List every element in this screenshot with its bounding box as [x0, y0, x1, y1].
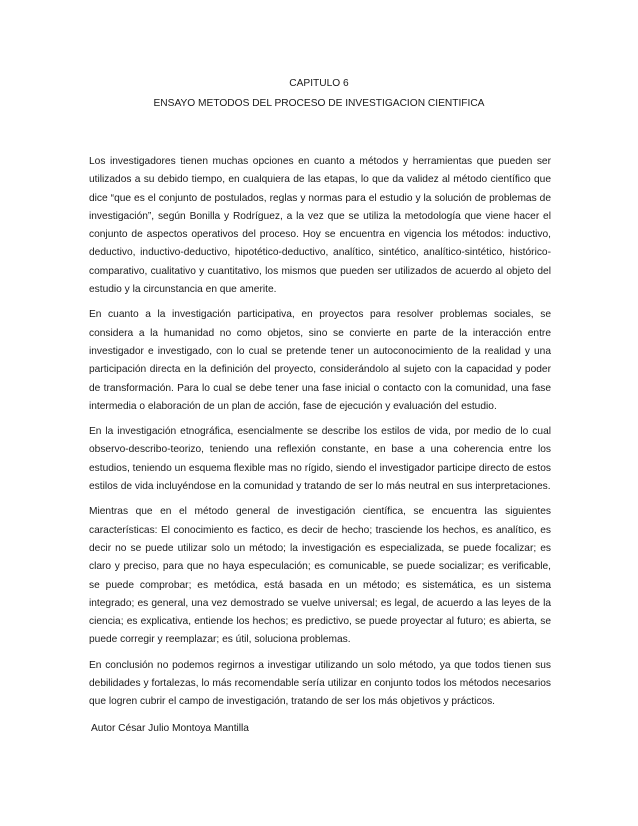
essay-body — [89, 153, 551, 738]
paragraph-5: En conclusión no podemos regirnos a investigar utilizando un solo método, ya que todos tienen sus debilidades y fortalezas, lo más recomendable sería utilizar en conjunto todos los métodos necesarios que logren cubrir el campo de investigación, tratando de ser los más objetivos y prácticos. — [89, 659, 551, 708]
paragraph-3: En la investigación etnográfica, esencialmente se describe los estilos de vida, por medio de lo cual observo-describo-teorizo, teniendo una reflexión constante, en base a una coherencia entre los estudios, teniendo un esquema flexible mas no rígido, siendo el investigador participe directo de estos estilos de vida incluyéndose en la comunidad y tratando de ser lo más neutral en sus interpretaciones. — [89, 426, 551, 493]
paragraph-2: En cuanto a la investigación participativa, en proyectos para resolver problemas sociales, se considera a la humanidad no como objetos, sino se convierte en parte de la interacción entre investigador e investigado, con lo cual se pretende tener un autoconocimiento de la realidad y una participación directa en la definición del proyecto, considerándolo al sujeto con la capacidad y poder de transformación. Para lo cual se debe tener una fase inicial o contacto con la comunidad, una fase intermedia o elaboración de un plan de acción, fase de ejecución y evaluación del estudio. — [89, 309, 551, 412]
paragraph-1: Los investigadores tienen muchas opciones en cuanto a métodos y herramientas que pueden ser utilizados a su debido tiempo, en cualquiera de las etapas, lo que da validez al método científico que dice “que es el conjunto de postulados, reglas y normas para el estudio y la solución de problemas de investigación”, según Bonilla y Rodríguez, a la vez que se utiliza la metodología que viene hacer el conjunto de aspectos operativos del proceso. Hoy se encuentra en vigencia los métodos: inductivo, deductivo, inductivo-deductivo, hipotético-deductivo, analítico, sintético, analítico-sintético, histórico-comparativo, cualitativo y cuantitativo, los mismos que pueden ser utilizados de acuerdo al objeto del estudio y la circunstancia en que amerite. — [89, 156, 551, 296]
chapter-heading: CAPITULO 6 — [289, 78, 349, 89]
essay-title: ENSAYO METODOS DEL PROCESO DE INVESTIGACION CIENTIFICA — [153, 98, 485, 109]
author-line: Autor César Julio Montoya Mantilla — [91, 722, 249, 734]
paragraph-4: Mientras que en el método general de investigación científica, se encuentra las siguientes características: El conocimiento es factico, es decir de hecho; trasciende los hechos, es analítico, es decir no se puede utilizar solo un método; la investigación es especializada, se puede focalizar; es claro y preciso, para que no haya especulación; es comunicable, se puede socializar; es verificable, se puede comprobar; es metódica, está basada en un método; es sistemática, es un sistema integrado; es general, una vez demostrado se vuelve universal; es legal, de acuerdo a las leyes de la ciencia; es explicativa, entiende los hechos; es predictivo, se puede proyectar al futuro; es abierta, se puede corregir y reemplazar; es útil, soluciona problemas. — [89, 506, 551, 646]
